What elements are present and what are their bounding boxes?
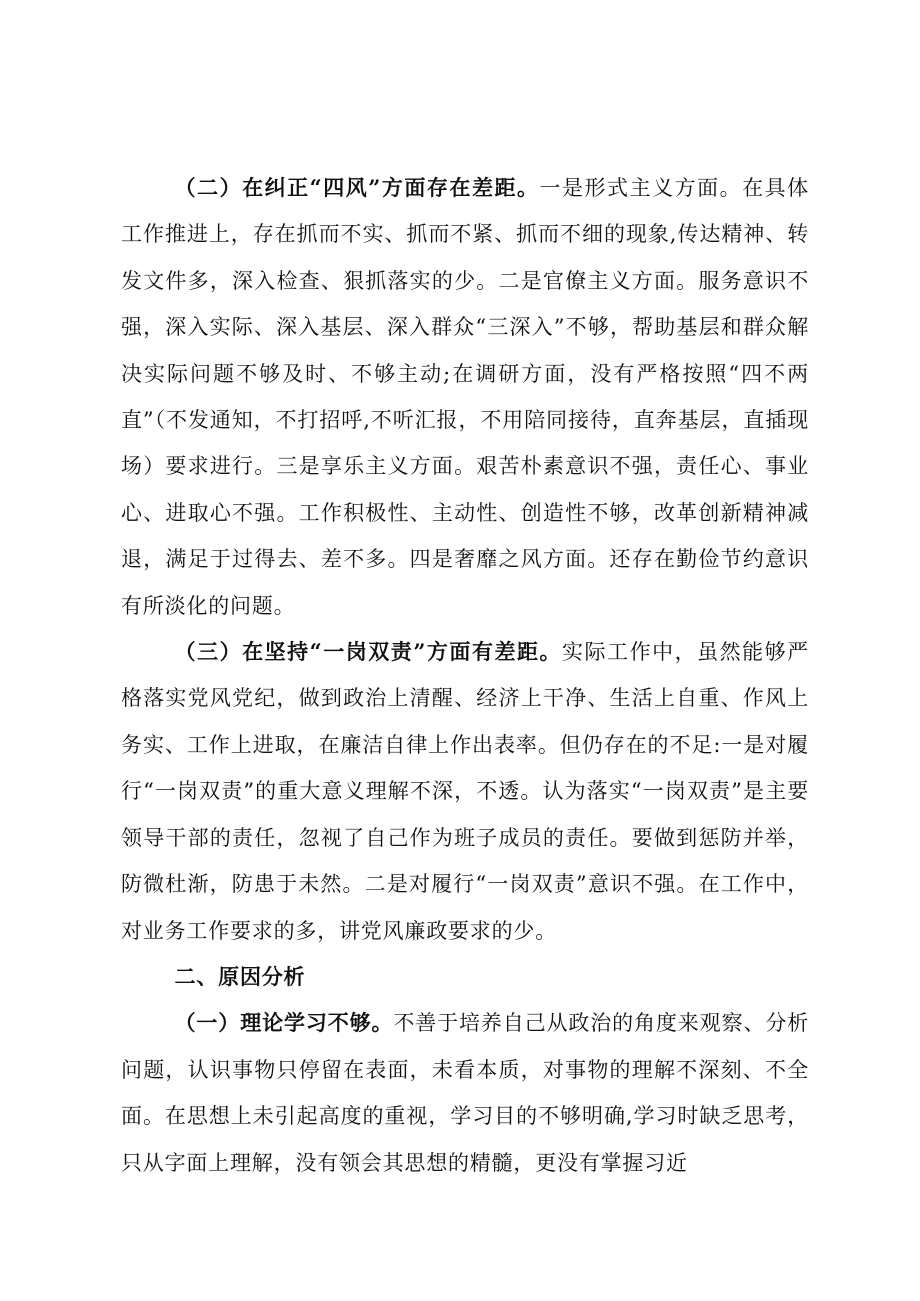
paragraph-text: 实际工作中，虽然能够严格落实党风党纪，做到政治上清醒、经济上干净、生活上自重、作风上务实、工作上进取，在廉洁自律上作出表率。但仍存在的不足:一是对履行“一岗双责”的重大意义理解不深，不透。认为落实“一岗双责”是主要领导干部的责任，忽视了自己作为班子成员的责任。要做到惩防并举，防微杜渐，防患于未然。二是对履行“一岗双责”意识不强。在工作中，对业务工作要求的多，讲党风廉政要求的少。: [121, 640, 809, 943]
document-body: [121, 165, 809, 1186]
paragraph-four-winds: [121, 165, 809, 629]
paragraph-one-post-two-duties: [121, 629, 809, 954]
paragraph-heading: （二）在纠正“四风”方面存在差距。: [174, 175, 540, 200]
section-title-cause-analysis: 二、原因分析: [174, 963, 306, 989]
paragraph-text: 一是形式主义方面。在具体工作推进上，存在抓而不实、抓而不紧、抓而不细的现象,传达精神、转发文件多，深入检查、狠抓落实的少。二是官僚主义方面。服务意识不强，深入实际、深入基层、深入群众“三深入”不够，帮助基层和群众解决实际问题不够及时、不够主动;在调研方面，没有严格按照“四不两直”（不发通知，不打招呼,不听汇报，不用陪同接待，直奔基层，直插现场）要求进行。三是享乐主义方面。艰苦朴素意识不强，责任心、事业心、进取心不强。工作积极性、主动性、创造性不够，改革创新精神减退，满足于过得去、差不多。四是奢靡之风方面。还存在勤俭节约意识有所淡化的问题。: [121, 176, 809, 618]
paragraph-heading: （一）理论学习不够。: [174, 1010, 394, 1036]
paragraph-text: 不善于培养自己从政治的角度来观察、分析问题，认识事物只停留在表面，未看本质，对事物的理解不深刻、不全面。在思想上未引起高度的重视，学习目的不够明确,学习时缺乏思考，只从字面上理解，没有领会其思想的精髓，更没有掌握习近: [121, 1011, 810, 1175]
paragraph-heading: （三）在坚持“一岗双责”方面有差距。: [174, 639, 563, 665]
paragraph-theory-study: [121, 1000, 809, 1186]
